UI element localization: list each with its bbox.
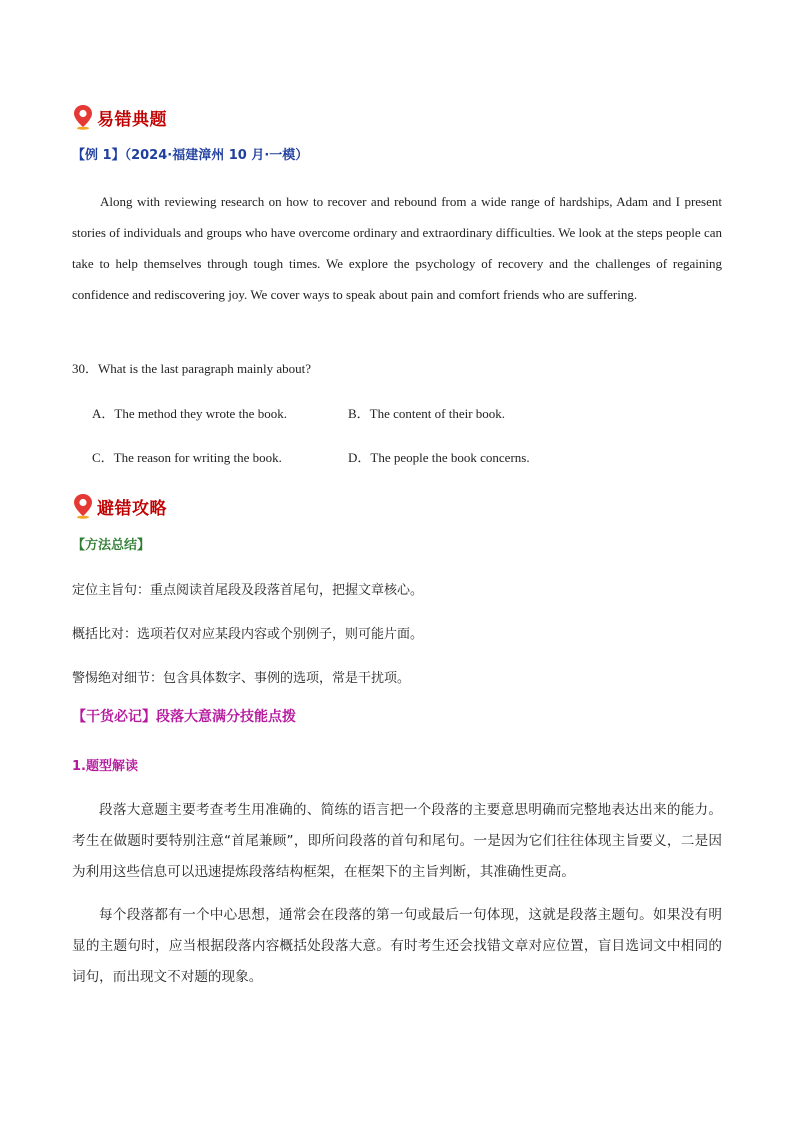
location-pin-icon — [72, 493, 94, 519]
question-30: 30．What is the last paragraph mainly about? — [72, 361, 311, 376]
option-d: D．The people the book concerns. — [348, 450, 530, 465]
option-a: A．The method they wrote the book. — [92, 406, 287, 421]
example-label — [72, 144, 308, 163]
location-pin-icon — [72, 104, 94, 130]
section-heading-avoid-errors — [72, 491, 167, 521]
tip-locate-main-idea: 定位主旨句：重点阅读首尾段及段落首尾句，把握文章核心。 — [72, 583, 424, 598]
example-source: （2024·福建漳州 10 月·一模） — [124, 148, 309, 163]
option-c: C．The reason for writing the book. — [92, 450, 282, 465]
explanation-paragraph-1: 段落大意题主要考查考生用准确的、简练的语言把一个段落的主要意思明确而完整地表达出来的能力。考生在做题时要特别注意“首尾兼顾”，即所问段落的首句和尾句。一是因为它们往往体现主旨要义，二是因为利用这些信息可以迅速提炼段落结构框架，在框架下的主旨判断，其准确性更高。 — [72, 802, 722, 880]
section-title: 避错攻略 — [97, 498, 167, 519]
explanation-paragraph-2: 每个段落都有一个中心思想，通常会在段落的第一句或最后一句体现，这就是段落主题句。如果没有明显的主题句时，应当根据段落内容概括处段落大意。有时考生还会找错文章对应位置，盲目选词文中相同的词句，而出现文不对题的现象。 — [72, 907, 722, 985]
question-type-subheading: 1.题型解读 — [72, 759, 138, 774]
tip-summarize-compare: 概括比对：选项若仅对应某段内容或个别例子，则可能片面。 — [72, 627, 424, 642]
section-title: 易错典题 — [97, 109, 167, 130]
reading-passage: Along with reviewing research on how to recover and rebound from a wide range of hardships, Adam and I present stories of individuals and groups who have overcome ordinary and extraordinary difficulties. We look at the steps people can take to help themselves through tough times. We explore the psychology of recovery and the challenges of regaining confidence and rediscovering joy. We cover ways to speak about pain and comfort friends who are suffering. — [72, 194, 722, 302]
dry-goods-title: 【干货必记】段落大意满分技能点拨 — [72, 709, 296, 725]
option-b: B．The content of their book. — [348, 406, 506, 421]
section-heading-error-examples — [72, 102, 167, 132]
method-summary-label: 【方法总结】 — [72, 538, 151, 553]
example-number: 【例 1】 — [72, 148, 125, 163]
tip-watch-details: 警惕绝对细节：包含具体数字、事例的选项，常是干扰项。 — [72, 671, 411, 686]
